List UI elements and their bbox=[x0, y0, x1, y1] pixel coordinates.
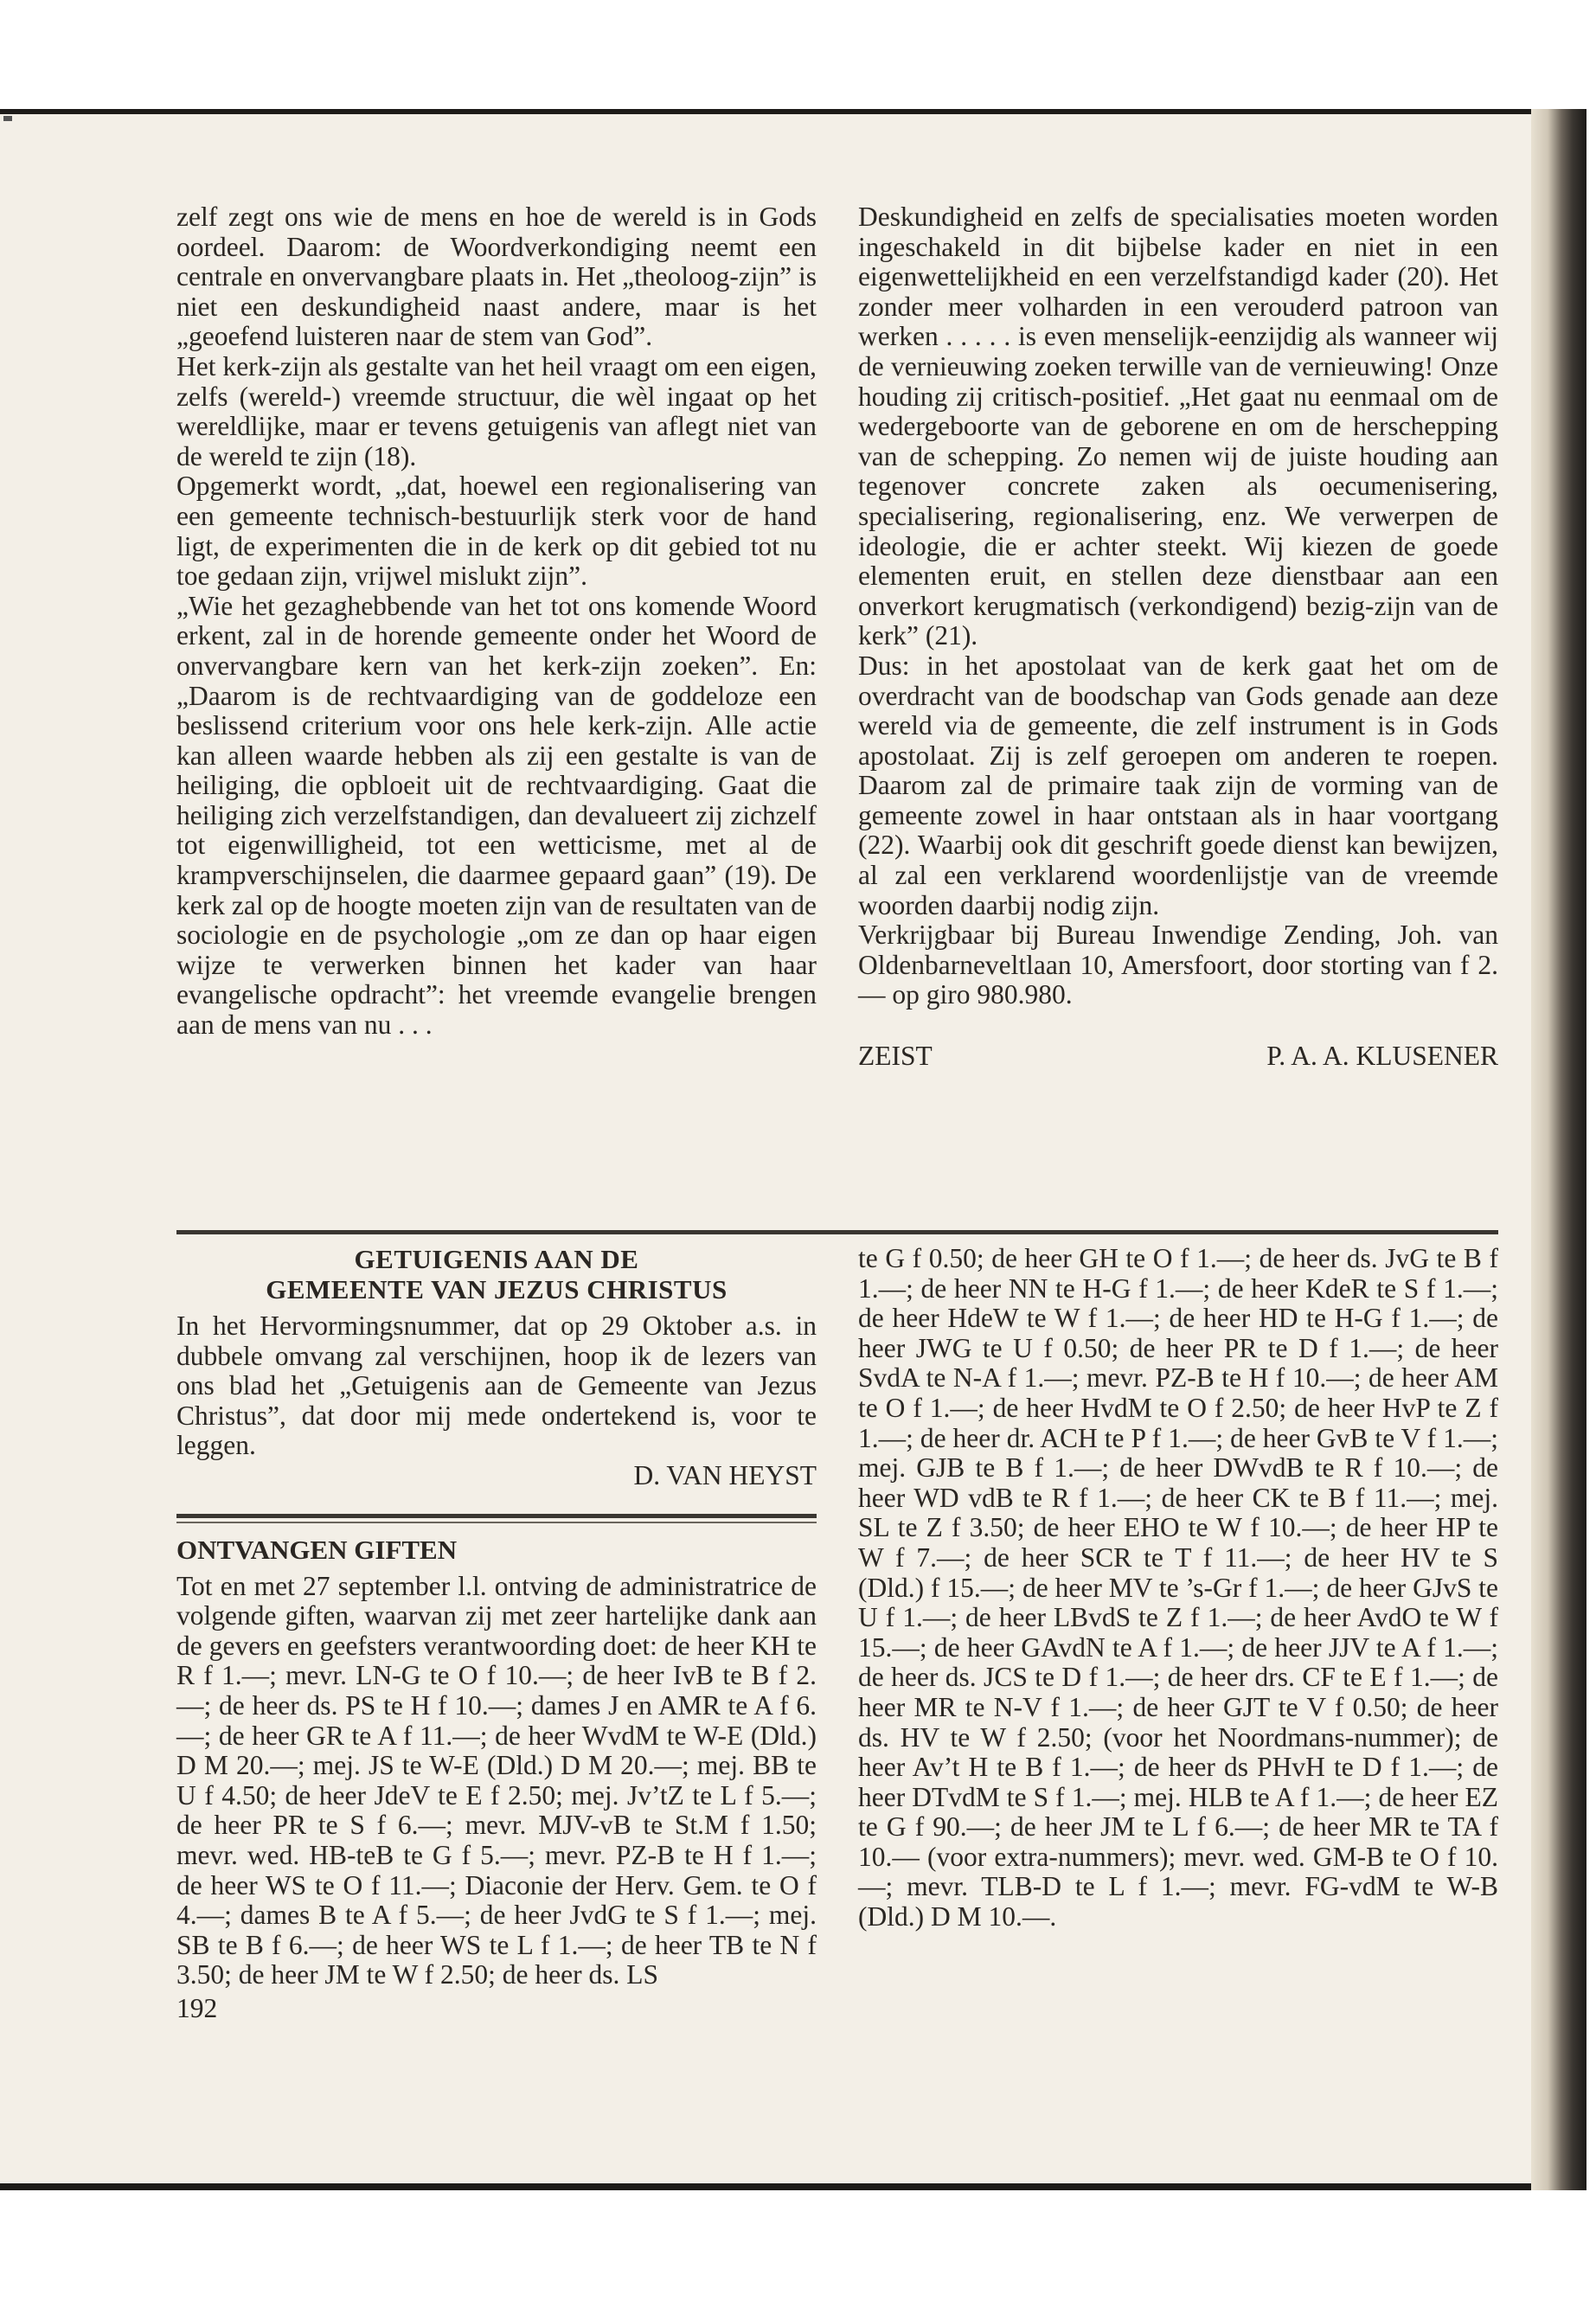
essay-paragraph: Het kerk-zijn als gestalte van het heil vraagt om een eigen, zelfs (wereld-) vreemde structuur, die wèl ingaat op het wereldlijke, maar er tevens getuigenis van aflegt niet van de wereld te zijn (18). bbox=[176, 350, 817, 471]
page-edge-shadow bbox=[1531, 109, 1586, 2190]
essay-left-column bbox=[176, 202, 817, 1041]
notice-heading-line2: GEMEENTE VAN JEZUS CHRISTUS bbox=[266, 1274, 727, 1304]
page-number: 192 bbox=[176, 1992, 218, 2023]
essay-right-column bbox=[858, 202, 1498, 1072]
gifts-section bbox=[176, 1535, 817, 2024]
essay-paragraph: „Wie het gezaghebbende van het tot ons komende Woord erkent, zal in de horende gemeente onder het Woord de onvervangbare kern van het kerk-zijn zoeken”. En: „Daarom is de rechtvaardiging van de goddeloze een beslissend criterium voor ons hele kerk-zijn. Alle actie kan alleen waarde hebben als zij een gestalte is van de heiliging, die opbloeit uit de rechtvaardiging. Gaat die heiliging zich verzelfstandigen, dan devalueert zij zichzelf tot eigenwilligheid, tot een wetticisme, met al de krampverschijnselen, die daarmee gepaard gaan” (19). De kerk zal op de hoogte moeten zijn van de resultaten van de sociologie en de psychologie „om ze dan op haar eigen wijze te verwerken binnen het kader van haar evangelische opdracht”: het vreemde evangelie brengen aan de mens van nu . . . bbox=[176, 590, 817, 1041]
signature-place: ZEIST bbox=[858, 1041, 933, 1072]
bottom-right-column bbox=[858, 1244, 1498, 1932]
signature-name: P. A. A. KLUSENER bbox=[1266, 1041, 1498, 1072]
scan-mark bbox=[3, 116, 12, 121]
essay-paragraph: Opgemerkt wordt, „dat, hoewel een regionalisering van een gemeente technisch-bestuurlijk sterk voor de hand ligt, de experimenten die in de kerk op dit gebied tot nu toe gedaan zijn, vrijwel mislukt zijn”. bbox=[176, 471, 817, 592]
notice-body: In het Hervormingsnummer, dat op 29 Oktober a.s. in dubbele omvang zal verschijnen, hoop ik de lezers van ons blad het „Getuigenis aan de Gemeente van Jezus Christus”, dat door mij mede ondertekend is, voor te leggen. bbox=[176, 1311, 817, 1461]
essay-signature bbox=[858, 1042, 1498, 1072]
bottom-left-column bbox=[176, 1244, 817, 2023]
essay-paragraph: Deskundigheid en zelfs de specialisaties moeten worden ingeschakeld in dit bijbelse kader en niet in een eigenwettelijkheid en een verzelfstandigd kader (20). Het zonder meer volharden in een verouderd patroon van werken . . . . . is even menselijk-eenzijdig als wanneer wij de vernieuwing zoeken terwille van de vernieuwing! Onze houding zij critisch-positief. „Het gaat nu eenmaal om de wedergeboorte van de geborene en om de herschepping van de schepping. Zo nemen wij de juiste houding aan tegenover concrete zaken als oecumenisering, specialisering, regionalisering, enz. We verwerpen de ideologie, die er achter steekt. Wij kiezen de goede elementen eruit, en stellen deze dienstbaar aan een onverkort kerugmatisch (verkondigend) bezig-zijn van de kerk” (21). bbox=[858, 202, 1498, 651]
notice-signature: D. VAN HEYST bbox=[633, 1459, 817, 1490]
section-divider bbox=[176, 1230, 1498, 1234]
essay-paragraph: zelf zegt ons wie de mens en hoe de wereld is in Gods oordeel. Daarom: de Woordverkondiging neemt een centrale en onvervangbare plaats in. Het „theoloog-zijn” is niet een deskundigheid naast andere, maar is het „geoefend luisteren naar de stem van God”. bbox=[176, 202, 817, 352]
essay-paragraph: Dus: in het apostolaat van de kerk gaat het om de overdracht van de boodschap van Gods genade aan deze wereld via de gemeente, die zelf instrument is in Gods apostolaat. Zij is zelf geroepen om anderen te roepen. Daarom zal de primaire taak zijn de vorming van de gemeente zowel in haar ontstaan als in haar voortgang (22). Waarbij ook dit geschrift goede dienst kan bewijzen, al zal een verklarend woordenlijstje van de vreemde woorden daarbij nodig zijn. bbox=[858, 650, 1498, 920]
notice-heading-line1: GETUIGENIS AAN DE bbox=[354, 1244, 639, 1274]
gifts-list-right: te G f 0.50; de heer GH te O f 1.—; de heer ds. JvG te B f 1.—; de heer NN te H-G f 1.—; de heer KdeR te S f 1.—; de heer HdeW te W f 1.—; de heer HD te H-G f 1.—; de heer JWG te U f 0.50; de heer PR te D f 1.—; de heer SvdA te N-A f 1.—; mevr. PZ-B te H f 10.—; de heer AM te O f 1.—; de heer HvdM te O f 2.50; de heer HvP te Z f 1.—; de heer dr. ACH te P f 1.—; de heer GvB te V f 1.—; mej. GJB te B f 1.—; de heer DWvdB te R f 10.—; de heer WD vdB te R f 1.—; de heer CK te B f 11.—; mej. SL te Z f 3.50; de heer EHO te W f 10.—; de heer HP te W f 7.—; de heer SCR te T f 11.—; de heer HV te S (Dld.) f 15.—; de heer MV te ’s-Gr f 1.—; de heer GJvS te U f 1.—; de heer LBvdS te Z f 1.—; de heer AvdO te W f 15.—; de heer GAvdN te A f 1.—; de heer JJV te A f 1.—; de heer ds. JCS te D f 1.—; de heer drs. CF te E f 1.—; de heer MR te N-V f 1.—; de heer GJT te V f 0.50; de heer ds. HV te W f 2.50; (voor het Noordmans-nummer); de heer Av’t H te B f 1.—; de heer ds PHvH te D f 1.—; de heer DTvdM te S f 1.—; mej. HLB te A f 1.—; de heer EZ te G f 90.—; de heer JM te L f 6.—; de heer MR te TA f 10.— (voor extra-nummers); mevr. wed. GM-B te O f 10.—; mevr. TLB-D te L f 1.—; mevr. FG-vdM te W-B (Dld.) D M 10.—. bbox=[858, 1243, 1498, 1932]
gifts-list-left: Tot en met 27 september l.l. ontving de administratrice de volgende giften, waarvan zij met zeer hartelijke dank aan de gevers en geefsters verantwoording doet: de heer KH te R f 1.—; mevr. LN-G te O f 10.—; de heer IvB te B f 2.—; de heer ds. PS te H f 10.—; dames J en AMR te A f 6.—; de heer GR te A f 11.—; de heer WvdM te W-E (Dld.) D M 20.—; mej. JS te W-E (Dld.) D M 20.—; mej. BB te U f 4.50; de heer JdeV te E f 2.50; mej. Jv’tZ te L f 5.—; de heer PR te S f 6.—; mevr. MJV-vB te St.M f 1.50; mevr. wed. HB-teB te G f 5.—; mevr. PZ-B te H f 1.—; de heer WS te O f 11.—; Diaconie der Herv. Gem. te O f 4.—; dames B te A f 5.—; de heer JvdG te S f 1.—; mej. SB te B f 6.—; de heer WS te L f 1.—; de heer TB te N f 3.50; de heer JM te W f 2.50; de heer ds. LS bbox=[176, 1570, 817, 1990]
gifts-heading: ONTVANGEN GIFTEN bbox=[176, 1534, 458, 1565]
essay-paragraph: Verkrijgbaar bij Bureau Inwendige Zending, Joh. van Oldenbarneveltlaan 10, Amersfoort, door storting van f 2.— op giro 980.980. bbox=[858, 920, 1498, 1010]
notice-section bbox=[176, 1244, 817, 1491]
